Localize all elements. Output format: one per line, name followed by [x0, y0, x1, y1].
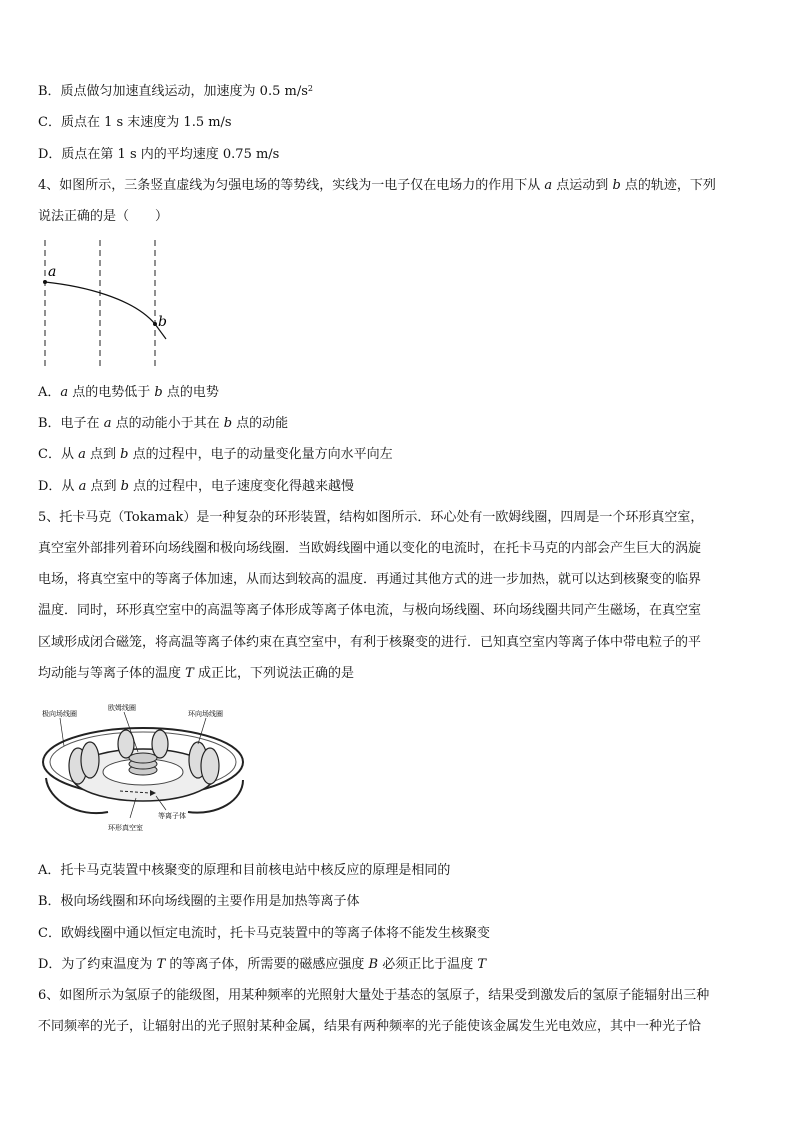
ohmic-coil: [129, 753, 157, 775]
q4-option-d: D．从 a 点到 b 点的过程中，电子速度变化得越来越慢: [38, 479, 355, 494]
q5-stem-line5: 区域形成闭合磁笼，将高温等离子体约束在真空室中，有利于核聚变的进行．已知真空室内等离子体中带电粒子的平: [38, 635, 702, 650]
q5-option-c: C．欧姆线圈中通以恒定电流时，托卡马克装置中的等离子体将不能发生核聚变: [38, 926, 490, 941]
q6-stem-line1: 6、如图所示为氢原子的能级图，用某种频率的光照射大量处于基态的氢原子，结果受到激发后的氢原子能辐射出三种: [38, 988, 710, 1003]
q4-option-b: B．电子在 a 点的动能小于其在 b 点的动能: [38, 416, 289, 431]
q5-stem-line6: 均动能与等离子体的温度 T 成正比，下列说法正确的是: [38, 666, 354, 681]
q4-option-a: A．a 点的电势低于 b 点的电势: [38, 385, 219, 400]
q4-option-c: C．从 a 点到 b 点的过程中，电子的动量变化量方向水平向左: [38, 447, 393, 462]
q5-option-b: B．极向场线圈和环向场线圈的主要作用是加热等离子体: [38, 894, 360, 909]
label-toroidal-coil: 环向场线圈: [188, 710, 223, 718]
q5-stem-line1: 5、托卡马克（Tokamak）是一种复杂的环形装置，结构如图所示．环心处有一欧姆线圈，四周是一个环形真空室，: [38, 510, 704, 525]
q5-stem-line4: 温度．同时，环形真空室中的高温等离子体形成等离子体电流，与极向场线圈、环向场线圈共同产生磁场，在真空室: [38, 603, 702, 618]
q4-stem-line2: 说法正确的是（ ）: [38, 209, 169, 224]
q3-option-c: C．质点在 1 s 末速度为 1.5 m/s: [38, 115, 232, 130]
label-ohmic-coil: 欧姆线圈: [108, 704, 136, 712]
q3-option-b: B．质点做匀加速直线运动，加速度为 0.5 $m/s^2$: [38, 84, 313, 99]
label-plasma: 等离子体: [158, 812, 186, 820]
electron-trajectory: [45, 282, 166, 339]
q6-stem-line2: 不同频率的光子，让辐射出的光子照射某种金属，结果有两种频率的光子能使该金属发生光电效应，其中一种光子恰: [38, 1019, 702, 1034]
q5-option-d: D．为了约束温度为 T 的等离子体，所需要的磁感应强度 B 必须正比于温度 T: [38, 957, 486, 972]
q4-stem-line1: 4、如图所示，三条竖直虚线为匀强电场的等势线，实线为一电子仅在电场力的作用下从 a 点运动到 b 点的轨迹，下列: [38, 178, 716, 193]
q3-option-d: D．质点在第 1 s 内的平均速度 0.75 m/s: [38, 147, 280, 162]
point-a: [43, 280, 47, 284]
label-a: a: [48, 264, 57, 280]
label-vacuum-chamber: 环形真空室: [108, 824, 143, 832]
label-poloidal-coil: 极向场线圈: [42, 710, 77, 718]
equipotential-figure: [38, 238, 178, 368]
label-b: b: [158, 314, 167, 330]
q5-option-a: A．托卡马克装置中核聚变的原理和目前核电站中核反应的原理是相同的: [38, 863, 451, 878]
q5-stem-line3: 电场，将真空室中的等离子体加速，从而达到较高的温度．再通过其他方式的进一步加热，就可以达到核聚变的临界: [38, 572, 702, 587]
q5-stem-line2: 真空室外部排列着环向场线圈和极向场线圈．当欧姆线圈中通以变化的电流时，在托卡马克的内部会产生巨大的涡旋: [38, 541, 702, 556]
point-b: [153, 322, 157, 326]
tokamak-figure: [38, 700, 253, 840]
